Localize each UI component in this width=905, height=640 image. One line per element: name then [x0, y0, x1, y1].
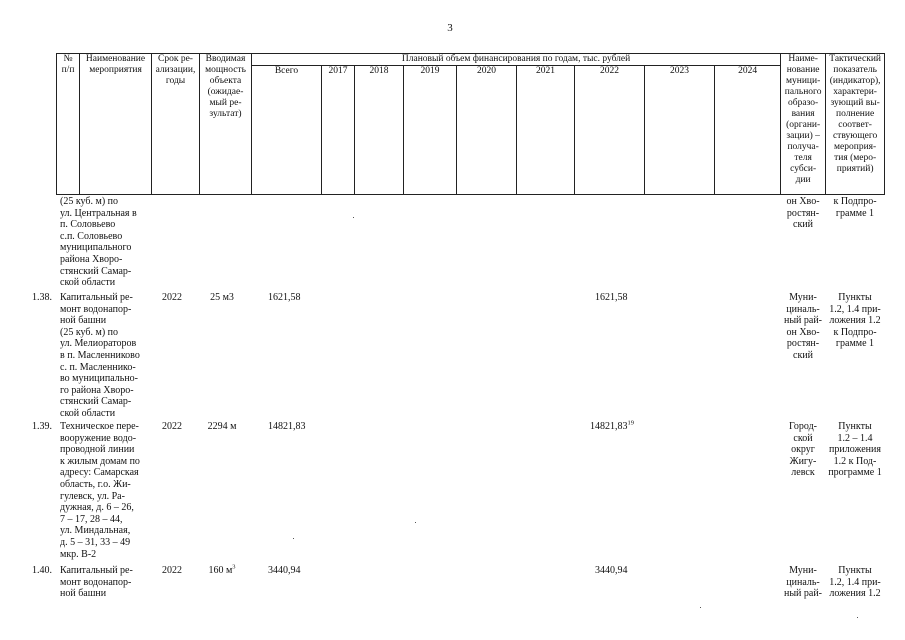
header-year: 2017	[322, 66, 355, 195]
total-amount: 3440,94	[268, 565, 301, 576]
capacity: 2294 м	[207, 421, 237, 432]
recipient: Город- ской округ Жигу- левск	[788, 421, 818, 479]
recipient: он Хво- ростян- ский	[786, 196, 820, 231]
implementation-term: 2022	[162, 421, 182, 432]
header-year: 2024	[715, 66, 781, 195]
header-year: 2018	[355, 66, 404, 195]
scan-speck	[293, 538, 294, 539]
scan-speck	[857, 617, 858, 618]
row-number: 1.38.	[32, 292, 52, 303]
recipient: Муни- циналь- ный рай- он Хво- ростян- ский	[783, 292, 823, 361]
footnote-mark: 19	[627, 419, 634, 427]
indicator: Пункты 1.2, 1.4 при- ложения 1.2 к Подпро- грамме 1	[829, 292, 881, 350]
row-number: 1.39.	[32, 421, 52, 432]
header-term: Срок ре- ализации, годы	[152, 54, 200, 195]
header-year: 2022	[575, 66, 645, 195]
amount-2022-value: 14821,83	[590, 421, 628, 432]
page-number: 3	[447, 22, 453, 34]
row-number: 1.40.	[32, 565, 52, 576]
amount-2022: 3440,94	[595, 565, 628, 576]
amount-2022: 1621,58	[595, 292, 628, 303]
event-name: Капитальный ре- монт водонапор- ной башни (25 куб. м) по ул. Мелиораторов в п. Масленниково с. п. Масленнико- во муниципально- го района Хворо- стянский Самар- ской области	[60, 292, 140, 419]
header-year: 2023	[645, 66, 715, 195]
header-recipient: Наиме- нование муници- пального образо- вания (органи- зации) – получа- теля субси- дии	[781, 54, 826, 195]
capacity: 25 м3	[210, 292, 234, 303]
header-year: 2021	[517, 66, 575, 195]
capacity	[199, 565, 245, 577]
header-year: 2020	[457, 66, 517, 195]
indicator: Пункты 1.2, 1.4 при- ложения 1.2	[829, 565, 881, 600]
header-total: Всего	[252, 66, 322, 195]
header-indicator: Тактический показатель (индикатор), характери- зующий вы- полнение соответ- ствующего мероприя- тия (меро- приятий)	[826, 54, 885, 195]
implementation-term: 2022	[162, 565, 182, 576]
implementation-term: 2022	[162, 292, 182, 303]
scan-speck	[353, 217, 354, 218]
capacity-value: 160 м	[208, 565, 233, 576]
header-financing-group: Плановый объем финансирования по годам, тыс. рублей	[252, 54, 781, 66]
scan-speck	[700, 607, 701, 608]
event-name: (25 куб. м) по ул. Центральная в п. Соловьево с.п. Соловьево муниципального района Хворо- стянский Самар- ской области	[60, 196, 137, 289]
financing-table-header	[56, 53, 885, 195]
header-name: Наименование мероприятия	[80, 54, 152, 195]
event-name: Техническое пере- вооружение водо- проводной линии к жилым домам по адресу: Самарская область, г.о. Жи- гулевск, ул. Ра- дужная, д. 6 – 26, 7 – 17, 28 – 44, ул. Миндальная, д. 5 – 31, 33 – 49 мкр. В-2	[60, 421, 140, 560]
total-amount: 1621,58	[268, 292, 301, 303]
table-body	[0, 195, 905, 640]
unit-superscript: 3	[232, 563, 236, 571]
event-name: Капитальный ре- монт водонапор- ной башни	[60, 565, 133, 600]
header-num: № п/п	[57, 54, 80, 195]
indicator: к Подпро- грамме 1	[833, 196, 877, 219]
scan-speck	[415, 522, 416, 523]
recipient: Муни- циналь- ный рай-	[783, 565, 823, 600]
indicator: Пункты 1.2 – 1.4 приложения 1.2 к Под- программе 1	[828, 421, 882, 479]
total-amount: 14821,83	[268, 421, 306, 432]
header-year: 2019	[404, 66, 457, 195]
header-capacity: Вводимая мощность объекта (ожидае- мый ре- зультат)	[200, 54, 252, 195]
amount-2022	[590, 421, 660, 433]
